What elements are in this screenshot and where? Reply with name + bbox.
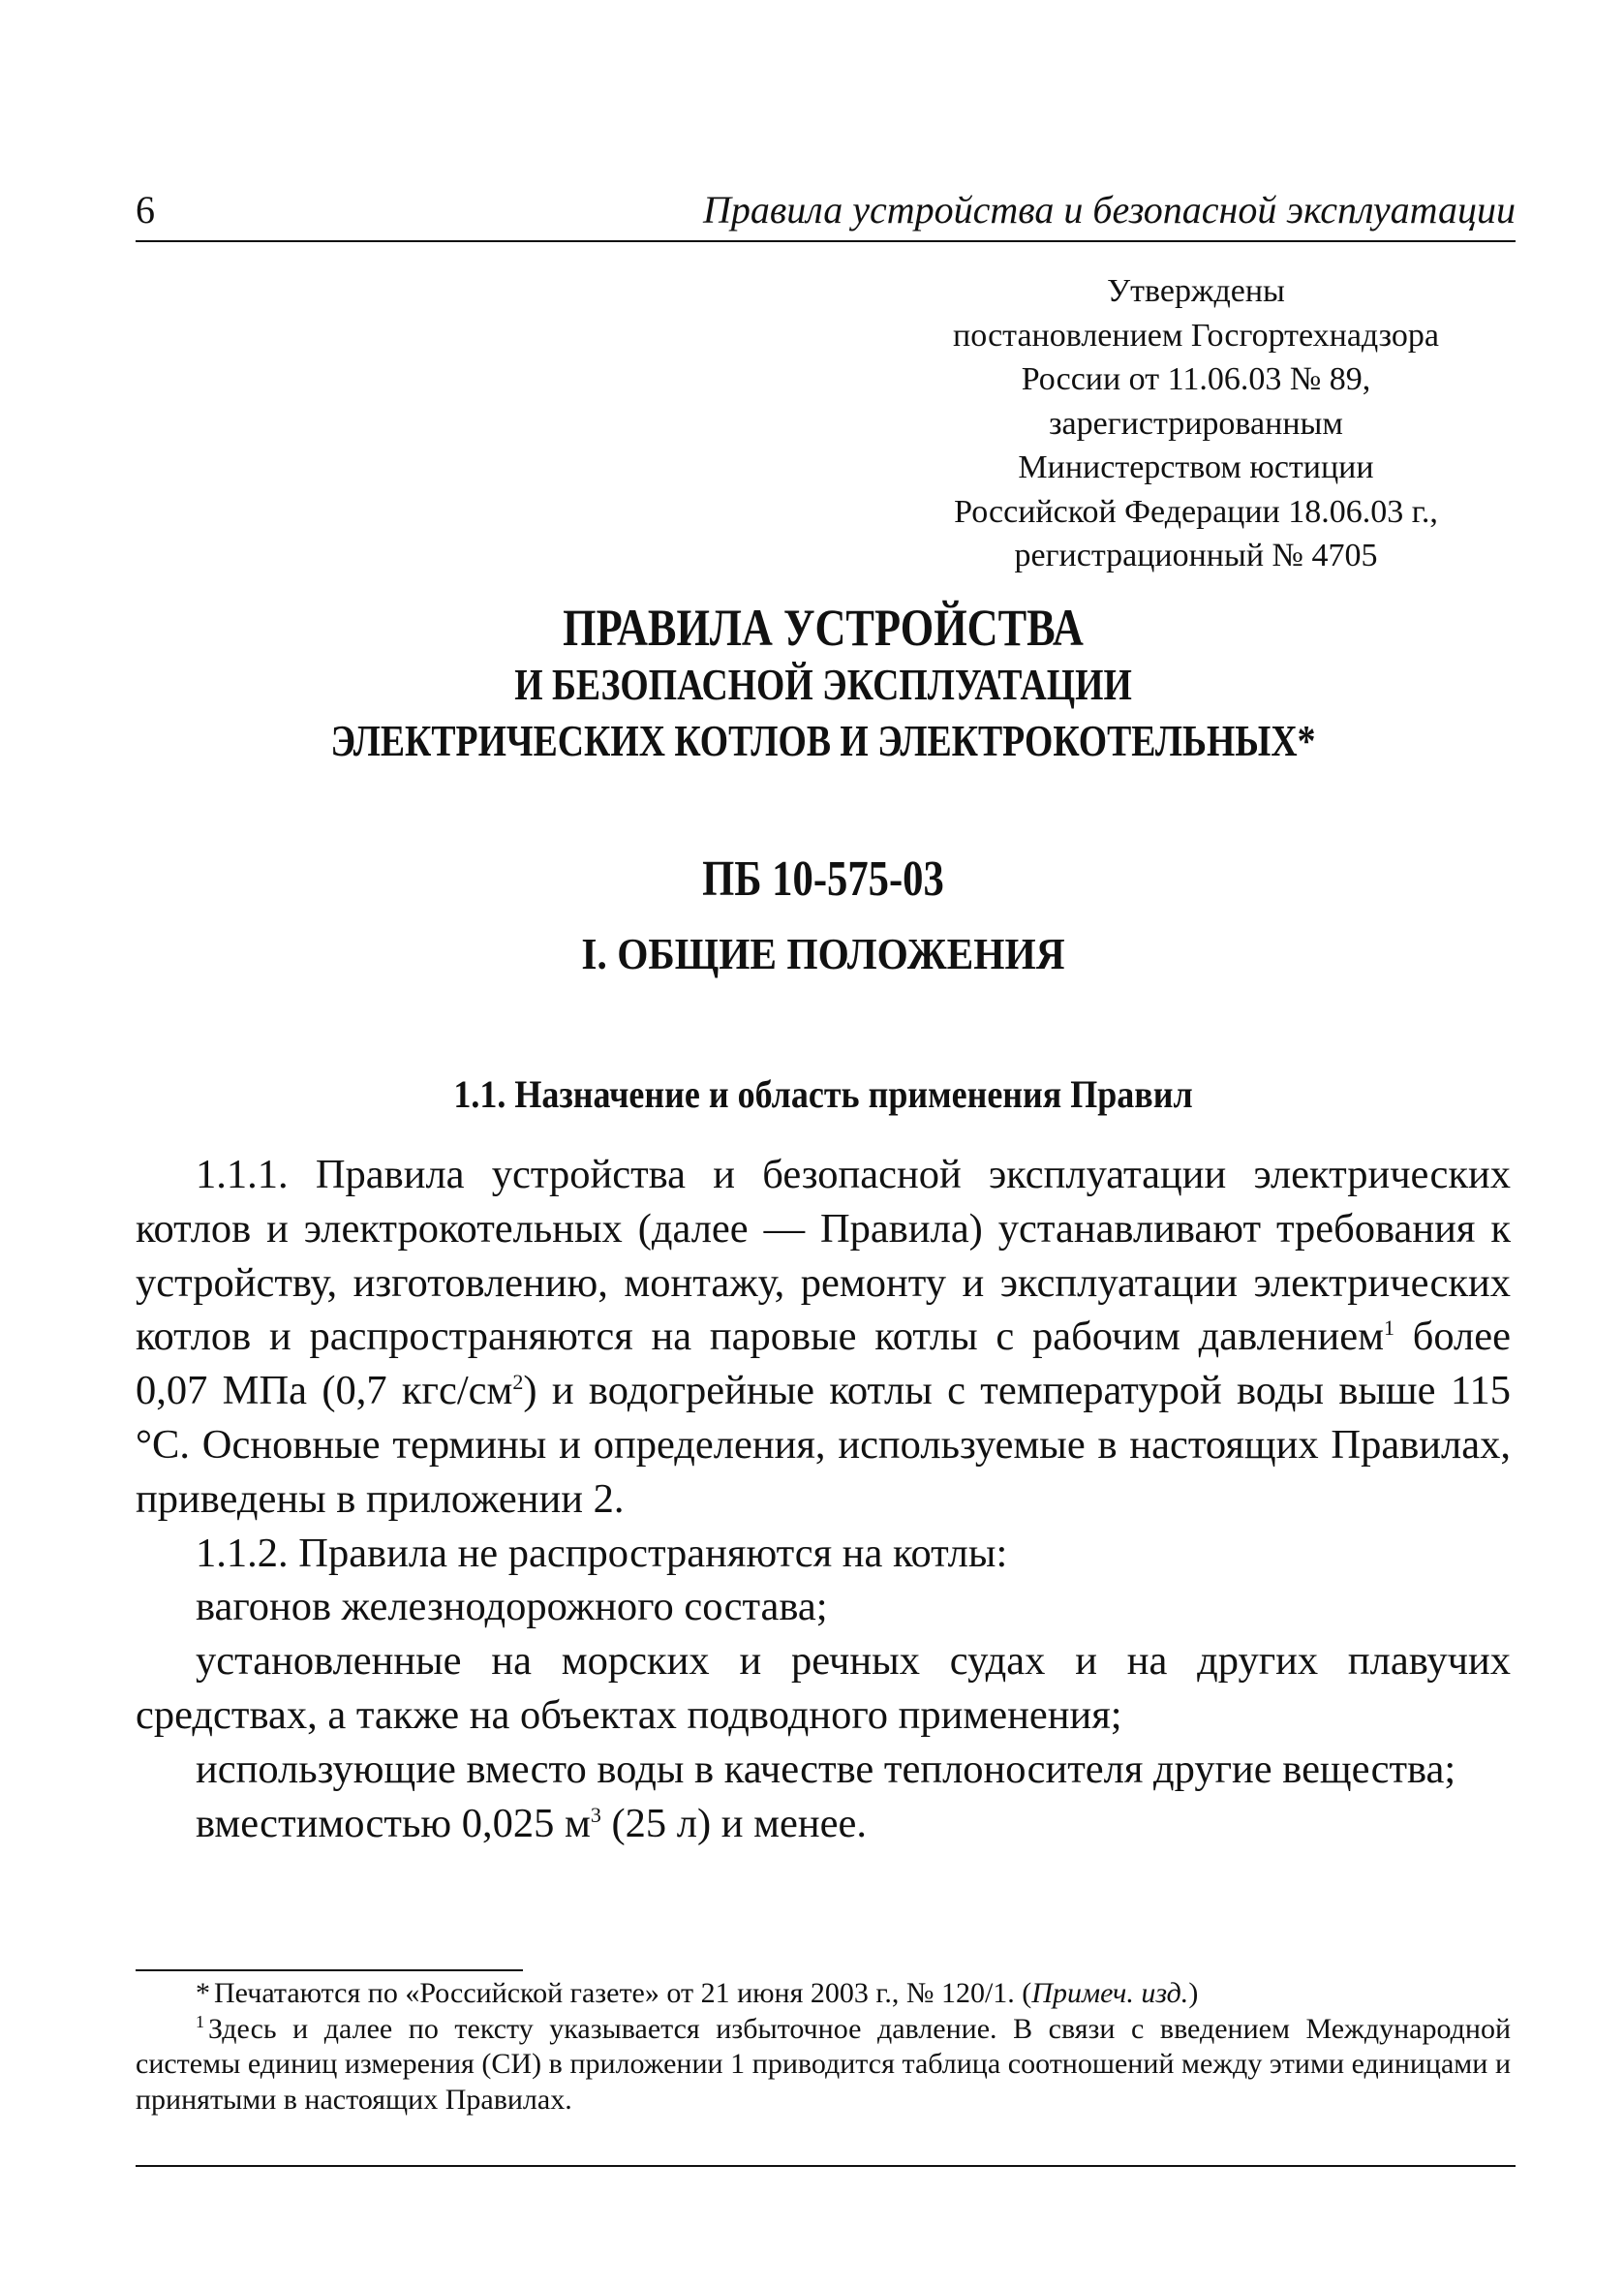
list-item: установленные на морских и речных судах и на других плавучих средствах, а также на объектах подводного применения; xyxy=(136,1638,1511,1738)
footnote-1 xyxy=(136,2012,1511,2119)
superscript-exponent: 2 xyxy=(512,1370,524,1395)
approval-line: Министерством юстиции xyxy=(1018,449,1374,485)
document-title xyxy=(194,599,1453,769)
running-title: Правила устройства и безопасной эксплуатации xyxy=(703,188,1516,232)
footnote-rule xyxy=(136,1969,523,1971)
approval-line: зарегистрированным xyxy=(1049,405,1343,442)
subsection-title: 1.1. Назначение и область применения Правил xyxy=(453,1072,1193,1116)
footnote-mark: * xyxy=(196,1977,210,2009)
bottom-rule xyxy=(136,2165,1516,2167)
document-code: ПБ 10-575-03 xyxy=(702,851,944,907)
footnote-ref: 1 xyxy=(1384,1315,1394,1341)
footnote-text: ) xyxy=(1188,1977,1199,2009)
paragraph-text: ) и водогрейные котлы с температурой воды выше 115 °С. Основные термины и определения, используемые в настоящих Правилах, приведены в приложении 2. xyxy=(136,1368,1512,1522)
header-rule xyxy=(136,240,1516,242)
paragraph-text: вместимостью 0,025 м xyxy=(196,1800,591,1846)
paragraph-text: более 0,07 МПа (0,7 кгс/см xyxy=(136,1314,1511,1414)
footnotes xyxy=(136,1976,1511,2118)
footnote-mark: 1 xyxy=(196,2011,204,2031)
section-title: I. ОБЩИЕ ПОЛОЖЕНИЯ xyxy=(581,929,1065,978)
paragraph-1-1-2: 1.1.2. Правила не распространяются на котлы: xyxy=(196,1530,1008,1576)
superscript-exponent: 3 xyxy=(590,1802,601,1827)
approval-line: регистрационный № 4705 xyxy=(1014,538,1378,573)
approval-line: России от 11.06.03 № 89, xyxy=(1021,361,1371,397)
approval-line: постановлением Госгортехнадзора xyxy=(953,317,1439,354)
title-line-2: И БЕЗОПАСНОЙ ЭКСПЛУАТАЦИИ xyxy=(514,660,1132,709)
title-line-3: ЭЛЕКТРИЧЕСКИХ КОТЛОВ И ЭЛЕКТРОКОТЕЛЬНЫХ* xyxy=(330,716,1316,765)
page-number: 6 xyxy=(136,188,155,232)
approval-line: Утверждены xyxy=(1107,273,1285,309)
paragraph-text: (25 л) и менее. xyxy=(600,1800,868,1846)
list-item xyxy=(136,1797,1511,1851)
title-line-1: ПРАВИЛА УСТРОЙСТВА xyxy=(563,599,1084,657)
paragraph-text: 1.1.1. Правила устройства и безопасной эксплуатации электрических котлов и электрокотельных (далее — Правила) устанавливают требования к устройству, изготовлению, монтажу, ремонту и эксплуатации электрических котлов и распространяются на паровые котлы с рабочим давлением xyxy=(136,1152,1511,1360)
body-text xyxy=(136,1148,1511,1850)
approval-line: Российской Федерации 18.06.03 г., xyxy=(954,493,1438,530)
footnote-asterisk xyxy=(136,1976,1511,2012)
list-item: использующие вместо воды в качестве теплоносителя другие вещества; xyxy=(196,1746,1456,1792)
list-item: вагонов железнодорожного состава; xyxy=(196,1584,828,1630)
footnote-italic: Примеч. изд. xyxy=(1031,1977,1189,2009)
paragraph-1-1-1 xyxy=(136,1148,1511,1527)
approval-block xyxy=(876,269,1516,578)
footnote-text: Печатаются по «Российской газете» от 21 июня 2003 г., № 120/1. ( xyxy=(214,1977,1032,2009)
footnote-text: Здесь и далее по тексту указывается избыточное давление. В связи с введением Международной системы единиц измерения (СИ) в приложении 1 приводится таблица соотношений между этими единицами и принятыми в настоящих Правилах. xyxy=(136,2012,1511,2116)
